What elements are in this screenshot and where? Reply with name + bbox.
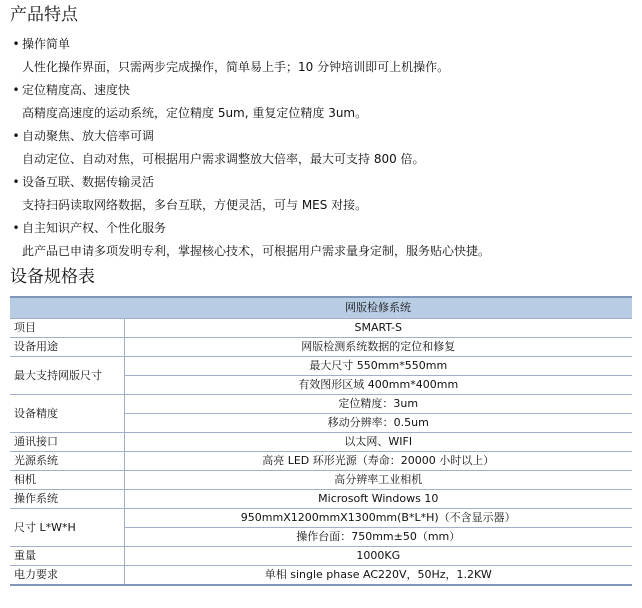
table-row [10, 338, 632, 357]
row-value: 有效图形区域 400mm*400mm [124, 376, 632, 395]
row-label: 通讯接口 [10, 433, 124, 452]
table-row [10, 319, 632, 338]
table-header-row [10, 297, 632, 319]
features-heading: 产品特点 [10, 5, 78, 25]
row-label: 设备精度 [10, 395, 124, 433]
table-row [10, 490, 632, 509]
row-value: 高分辨率工业相机 [124, 471, 632, 490]
row-value: 定位精度：3um [124, 395, 632, 414]
row-value: 最大尺寸 550mm*550mm [124, 357, 632, 376]
feature-item [10, 33, 635, 79]
feature-description: 支持扫码读取网络数据，多台互联，方便灵活，可与 MES 对接。 [22, 198, 368, 212]
feature-list [10, 33, 635, 263]
feature-item [10, 217, 635, 263]
feature-item [10, 79, 635, 125]
row-label: 最大支持网版尺寸 [10, 357, 124, 395]
feature-title: 定位精度高、速度快 [22, 83, 131, 97]
row-label: 设备用途 [10, 338, 124, 357]
feature-title: 自主知识产权、个性化服务 [22, 221, 167, 235]
feature-description: 人性化操作界面，只需两步完成操作，简单易上手；10 分钟培训即可上机操作。 [22, 60, 450, 74]
feature-title: 设备互联、数据传输灵活 [22, 175, 155, 189]
spec-heading: 设备规格表 [10, 267, 95, 287]
feature-title: 自动聚焦、放大倍率可调 [22, 129, 155, 143]
row-label: 相机 [10, 471, 124, 490]
row-value: Microsoft Windows 10 [124, 490, 632, 509]
table-row [10, 433, 632, 452]
feature-item [10, 171, 635, 217]
feature-description: 高精度高速度的运动系统，定位精度 5um, 重复定位精度 3um。 [22, 106, 368, 120]
row-label: 电力要求 [10, 566, 124, 586]
row-value: 1000KG [124, 547, 632, 566]
table-row [10, 547, 632, 566]
row-value: 操作台面：750mm±50（mm） [124, 528, 632, 547]
row-value: 以太网、WIFI [124, 433, 632, 452]
table-row [10, 357, 632, 376]
table-header-cell: 网版检修系统 [124, 297, 632, 319]
feature-description: 此产品已申请多项发明专利，掌握核心技术，可根据用户需求量身定制，服务贴心快捷。 [22, 244, 491, 258]
spec-table [10, 296, 632, 586]
row-label: 尺寸 L*W*H [10, 509, 124, 547]
row-value: 高亮 LED 环形光源（寿命：20000 小时以上） [124, 452, 632, 471]
feature-item [10, 125, 635, 171]
row-value: SMART-S [124, 319, 632, 338]
bullet-icon: • [12, 37, 20, 51]
table-row [10, 471, 632, 490]
feature-description: 自动定位、自动对焦，可根据用户需求调整放大倍率，最大可支持 800 倍。 [22, 152, 425, 166]
row-label: 操作系统 [10, 490, 124, 509]
row-value: 网版检测系统数据的定位和修复 [124, 338, 632, 357]
bullet-icon: • [12, 221, 20, 235]
row-label: 重量 [10, 547, 124, 566]
bullet-icon: • [12, 83, 20, 97]
row-value: 移动分辨率：0.5um [124, 414, 632, 433]
row-label: 项目 [10, 319, 124, 338]
row-label: 光源系统 [10, 452, 124, 471]
row-value: 950mmX1200mmX1300mm(B*L*H)（不含显示器） [124, 509, 632, 528]
bullet-icon: • [12, 129, 20, 143]
table-row [10, 452, 632, 471]
table-row [10, 509, 632, 528]
table-row [10, 395, 632, 414]
feature-title: 操作简单 [22, 37, 71, 51]
row-value: 单相 single phase AC220V，50Hz，1.2KW [124, 566, 632, 586]
bullet-icon: • [12, 175, 20, 189]
table-row [10, 566, 632, 586]
